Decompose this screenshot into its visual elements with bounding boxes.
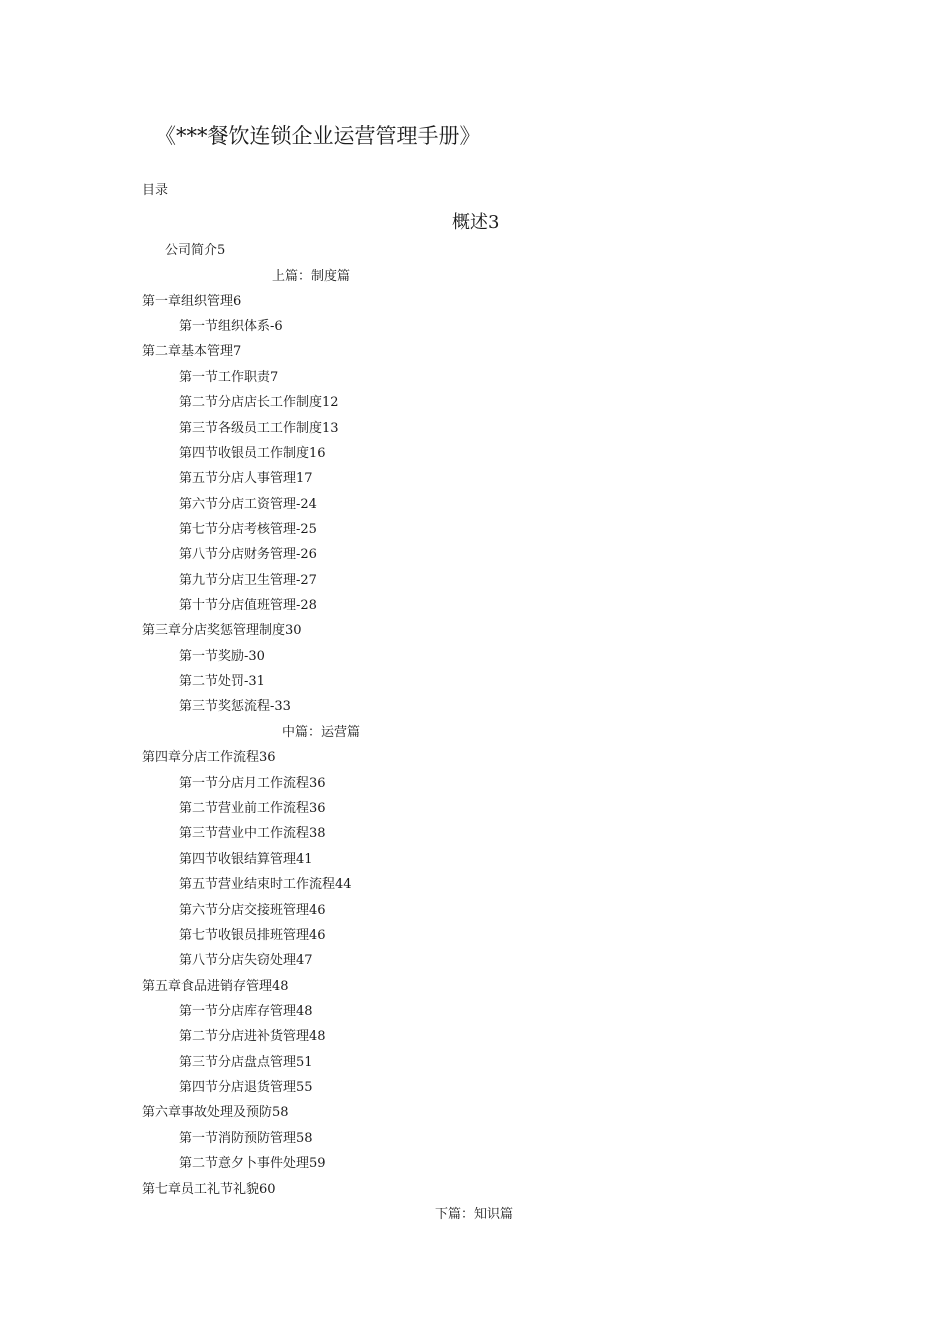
toc-section: 第四节分店退货管理55 [179, 1080, 313, 1095]
toc-section: 第一节分店库存管理48 [179, 1004, 313, 1019]
toc-section: 第一节工作职责7 [179, 370, 279, 385]
part-heading-middle: 中篇：运营篇 [282, 725, 361, 740]
toc-chapter: 第三章分店奖惩管理制度30 [142, 623, 302, 638]
toc-chapter: 第四章分店工作流程36 [142, 750, 276, 765]
toc-section: 第四节收银结算管理41 [179, 852, 313, 867]
toc-section: 第三节奖惩流程-33 [179, 699, 291, 714]
toc-section: 第三节分店盘点管理51 [179, 1055, 313, 1070]
toc-section: 第二节营业前工作流程36 [179, 801, 326, 816]
toc-section: 第一节组织体系-6 [179, 319, 283, 334]
part-heading-lower: 下篇：知识篇 [435, 1207, 514, 1222]
toc-chapter: 第七章员工礼节礼貌60 [142, 1182, 276, 1197]
toc-section: 第七节分店考核管理-25 [179, 522, 317, 537]
toc-chapter: 第六章事故处理及预防58 [142, 1105, 289, 1120]
toc-section: 第八节分店财务管理-26 [179, 547, 317, 562]
toc-section: 第五节分店人事管理17 [179, 471, 313, 486]
toc-section: 第六节分店工资管理-24 [179, 497, 317, 512]
document-title: 《***餐饮连锁企业运营管理手册》 [155, 124, 481, 148]
toc-section: 第五节营业结束时工作流程44 [179, 877, 352, 892]
part-heading-upper: 上篇：制度篇 [272, 269, 351, 284]
toc-section: 第八节分店失窃处理47 [179, 953, 313, 968]
toc-section: 第三节营业中工作流程38 [179, 826, 326, 841]
toc-section: 第三节各级员工工作制度13 [179, 421, 339, 436]
toc-section: 第二节分店进补货管理48 [179, 1029, 326, 1044]
toc-overview: 概述3 [452, 212, 500, 233]
toc-section: 第二节分店店长工作制度12 [179, 395, 339, 410]
toc-intro: 公司简介5 [165, 243, 226, 258]
toc-section: 第二节意夕卜事件处理59 [179, 1156, 326, 1171]
toc-chapter: 第一章组织管理6 [142, 294, 242, 309]
toc-chapter: 第五章食品进销存管理48 [142, 979, 289, 994]
toc-section: 第九节分店卫生管理-27 [179, 573, 317, 588]
toc-section: 第四节收银员工作制度16 [179, 446, 326, 461]
toc-section: 第六节分店交接班管理46 [179, 903, 326, 918]
toc-section: 第二节处罚-31 [179, 674, 265, 689]
toc-section: 第一节奖励-30 [179, 649, 265, 664]
toc-label: 目录 [142, 183, 169, 198]
toc-section: 第一节消防预防管理58 [179, 1131, 313, 1146]
toc-section: 第七节收银员排班管理46 [179, 928, 326, 943]
toc-section: 第一节分店月工作流程36 [179, 776, 326, 791]
toc-section: 第十节分店值班管理-28 [179, 598, 317, 613]
toc-chapter: 第二章基本管理7 [142, 344, 242, 359]
